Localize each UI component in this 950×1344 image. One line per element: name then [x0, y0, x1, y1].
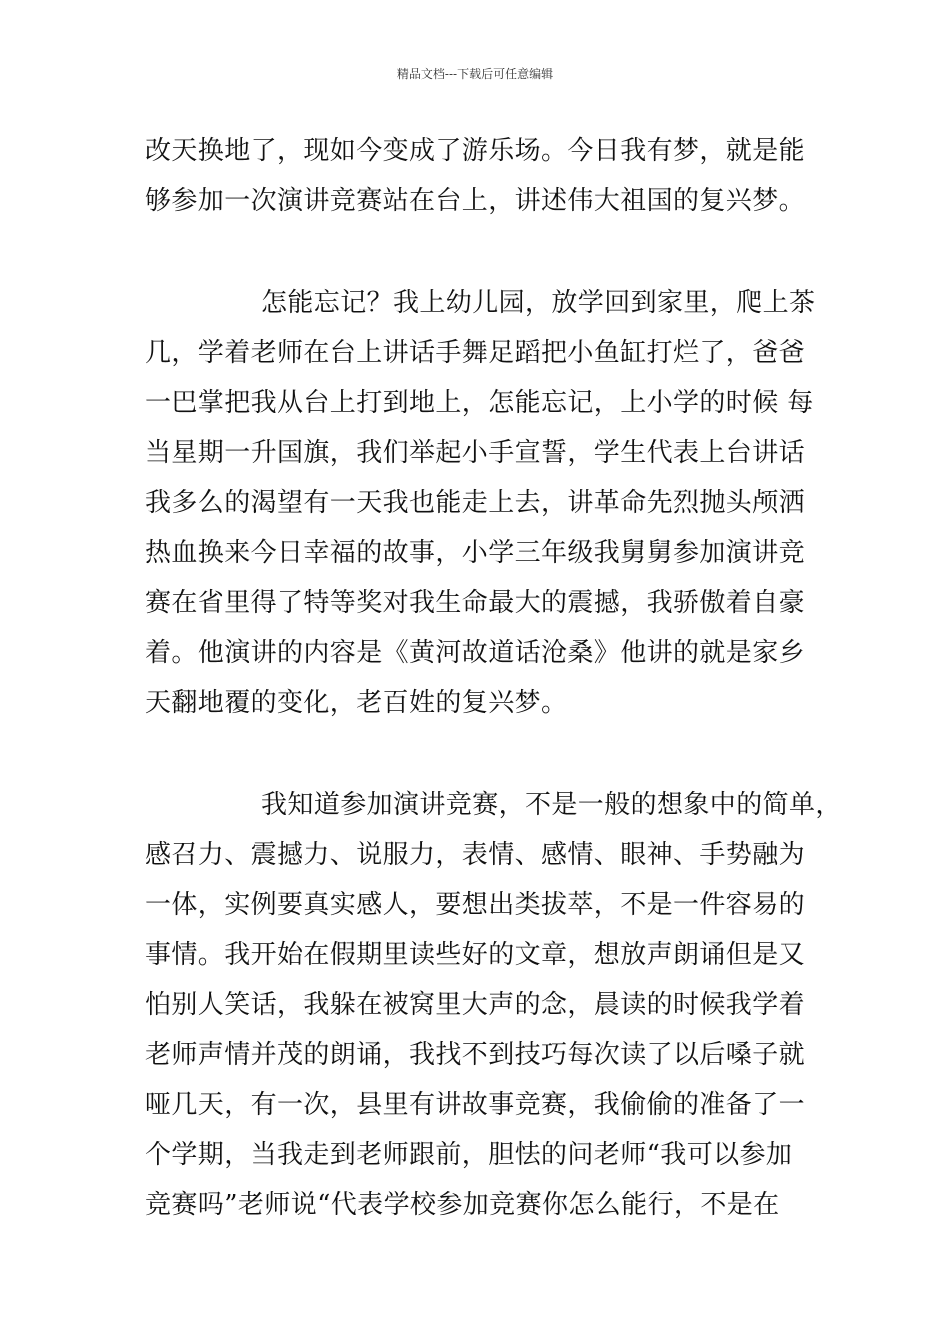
text-line: 热血换来今日幸福的故事，小学三年级我舅舅参加演讲竞 [145, 538, 806, 568]
paragraph-1 [145, 126, 809, 226]
text-line: 我知道参加演讲竞赛，不是一般的想象中的简单， [261, 790, 842, 820]
paragraph-2 [145, 278, 816, 728]
text-line: 天翻地覆的变化，老百姓的复兴梦。 [145, 688, 568, 718]
text-line: 竞赛吗”老师说“代表学校参加竞赛你怎么能行，不是在 [145, 1190, 780, 1220]
text-line: 改天换地了，现如今变成了游乐场。今日我有梦，就是能 [145, 136, 806, 166]
text-line: 够参加一次演讲竞赛站在台上，讲述伟大祖国的复兴梦。 [145, 186, 806, 216]
text-line: 着。他演讲的内容是《黄河故道话沧桑》他讲的就是家乡 [145, 638, 806, 668]
text-line: 事情。我开始在假期里读些好的文章，想放声朗诵但是又 [145, 940, 806, 970]
paragraph-gap [145, 226, 809, 278]
text-line: 老师声情并茂的朗诵，我找不到技巧每次读了以后嗓子就 [145, 1040, 806, 1070]
text-line: 怎能忘记？我上幼儿园，放学回到家里，爬上茶 [261, 288, 816, 318]
document-body [145, 126, 842, 1230]
text-line: 当星期一升国旗，我们举起小手宣誓，学生代表上台讲话 [145, 438, 806, 468]
text-line: 怕别人笑话，我躲在被窝里大声的念，晨读的时候我学着 [145, 990, 806, 1020]
text-line: 几，学着老师在台上讲话手舞足蹈把小鱼缸打烂了，爸爸 [145, 338, 806, 368]
paragraph-3 [145, 780, 842, 1230]
text-line: 我多么的渴望有一天我也能走上去，讲革命先烈抛头颅洒 [145, 488, 806, 518]
paragraph-gap [145, 728, 809, 780]
text-line: 赛在省里得了特等奖对我生命最大的震撼，我骄傲着自豪 [145, 588, 806, 618]
text-line: 一体，实例要真实感人，要想出类拔萃，不是一件容易的 [145, 890, 806, 920]
text-line: 一巴掌把我从台上打到地上，怎能忘记，上小学的时候 每 [145, 388, 814, 418]
text-line: 哑几天，有一次，县里有讲故事竞赛，我偷偷的准备了一 [145, 1090, 806, 1120]
text-line: 个学期，当我走到老师跟前，胆怯的问老师“我可以参加 [145, 1140, 793, 1170]
page-header: 精品文档---下载后可任意编辑 [396, 67, 554, 81]
text-line: 感召力、震撼力、说服力，表情、感情、眼神、手势融为 [145, 840, 806, 870]
